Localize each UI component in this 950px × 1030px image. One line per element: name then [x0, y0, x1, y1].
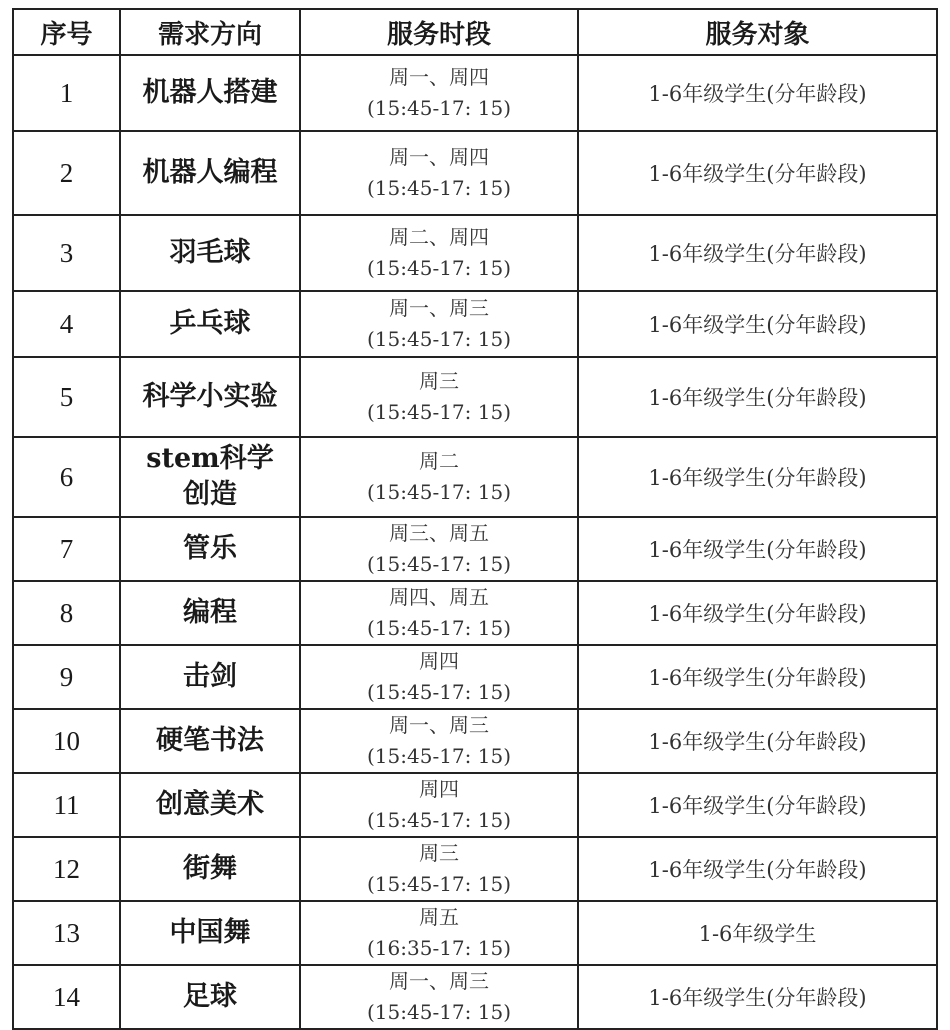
cell-time: [300, 645, 578, 709]
cell-seq: 11: [13, 773, 120, 837]
cell-seq: 13: [13, 901, 120, 965]
cell-seq: 2: [13, 131, 120, 215]
service-days: 周三: [419, 369, 459, 393]
cell-item: [120, 965, 300, 1029]
service-hours: (15:45-17: 15): [367, 680, 511, 704]
item-line: 硬笔书法: [156, 725, 264, 756]
service-hours: (15:45-17: 15): [367, 256, 511, 280]
header-row: [13, 9, 937, 55]
cell-item: [120, 131, 300, 215]
service-hours: (15:45-17: 15): [367, 400, 511, 424]
cell-seq: 7: [13, 517, 120, 581]
service-days: 周四: [419, 777, 459, 801]
service-days: 周一、周三: [389, 713, 489, 737]
item-line: 创造: [183, 479, 237, 510]
cell-target: 1-6年级学生(分年龄段): [578, 55, 937, 131]
item-line: 科学小实验: [142, 381, 278, 412]
table-row: [13, 645, 937, 709]
service-days: 周五: [419, 905, 459, 929]
service-days: 周二、周四: [389, 225, 489, 249]
cell-target: 1-6年级学生(分年龄段): [578, 291, 937, 357]
cell-target: 1-6年级学生(分年龄段): [578, 131, 937, 215]
cell-time: [300, 965, 578, 1029]
table-row: [13, 773, 937, 837]
cell-target: 1-6年级学生(分年龄段): [578, 581, 937, 645]
table-row: [13, 131, 937, 215]
service-days: 周一、周三: [389, 296, 489, 320]
cell-item: [120, 837, 300, 901]
cell-time: [300, 517, 578, 581]
service-hours: (16:35-17: 15): [367, 936, 511, 960]
cell-item: [120, 215, 300, 291]
header-item: 需求方向: [120, 9, 300, 55]
cell-item: [120, 581, 300, 645]
cell-item: [120, 773, 300, 837]
table-row: [13, 55, 937, 131]
table-body: [13, 55, 937, 1029]
header-target: 服务对象: [578, 9, 937, 55]
item-line: 机器人编程: [142, 157, 278, 188]
cell-time: [300, 837, 578, 901]
cell-time: [300, 357, 578, 437]
cell-seq: 14: [13, 965, 120, 1029]
service-hours: (15:45-17: 15): [367, 96, 511, 120]
cell-time: [300, 215, 578, 291]
service-hours: (15:45-17: 15): [367, 552, 511, 576]
service-hours: (15:45-17: 15): [367, 327, 511, 351]
cell-seq: 12: [13, 837, 120, 901]
cell-target: 1-6年级学生(分年龄段): [578, 965, 937, 1029]
cell-item: [120, 901, 300, 965]
item-line: 中国舞: [169, 917, 251, 948]
cell-target: 1-6年级学生(分年龄段): [578, 709, 937, 773]
item-line: 管乐: [183, 533, 237, 564]
service-days: 周三: [419, 841, 459, 865]
cell-time: [300, 709, 578, 773]
item-line: 创意美术: [156, 789, 264, 820]
cell-time: [300, 581, 578, 645]
cell-time: [300, 901, 578, 965]
table-row: [13, 437, 937, 517]
item-line: 街舞: [183, 853, 237, 884]
table-row: [13, 901, 937, 965]
cell-seq: 10: [13, 709, 120, 773]
item-line: 乒乓球: [169, 308, 251, 339]
cell-item: [120, 517, 300, 581]
cell-seq: 1: [13, 55, 120, 131]
service-hours: (15:45-17: 15): [367, 808, 511, 832]
service-hours: (15:45-17: 15): [367, 480, 511, 504]
service-hours: (15:45-17: 15): [367, 176, 511, 200]
service-days: 周一、周四: [389, 65, 489, 89]
table-row: [13, 517, 937, 581]
service-days: 周四: [419, 649, 459, 673]
cell-seq: 6: [13, 437, 120, 517]
service-hours: (15:45-17: 15): [367, 1000, 511, 1024]
service-days: 周三、周五: [389, 521, 489, 545]
service-hours: (15:45-17: 15): [367, 872, 511, 896]
cell-target: 1-6年级学生(分年龄段): [578, 645, 937, 709]
cell-seq: 5: [13, 357, 120, 437]
cell-item: [120, 437, 300, 517]
table-row: [13, 357, 937, 437]
cell-time: [300, 437, 578, 517]
table-row: [13, 215, 937, 291]
cell-item: [120, 55, 300, 131]
item-line: 编程: [183, 597, 237, 628]
service-days: 周二: [419, 449, 459, 473]
table-row: [13, 709, 937, 773]
schedule-table: [12, 8, 938, 1030]
cell-target: 1-6年级学生(分年龄段): [578, 517, 937, 581]
table-row: [13, 837, 937, 901]
table-row: [13, 291, 937, 357]
cell-target: 1-6年级学生(分年龄段): [578, 837, 937, 901]
cell-time: [300, 291, 578, 357]
header-seq: 序号: [13, 9, 120, 55]
cell-item: [120, 291, 300, 357]
table-row: [13, 581, 937, 645]
item-line: 击剑: [183, 661, 237, 692]
item-line: 机器人搭建: [142, 77, 278, 108]
cell-target: 1-6年级学生(分年龄段): [578, 357, 937, 437]
cell-item: [120, 709, 300, 773]
cell-time: [300, 773, 578, 837]
table-row: [13, 965, 937, 1029]
cell-target: 1-6年级学生(分年龄段): [578, 773, 937, 837]
service-days: 周四、周五: [389, 585, 489, 609]
cell-seq: 9: [13, 645, 120, 709]
cell-target: 1-6年级学生(分年龄段): [578, 437, 937, 517]
cell-time: [300, 55, 578, 131]
cell-seq: 3: [13, 215, 120, 291]
item-line: stem科学: [146, 443, 274, 474]
service-days: 周一、周三: [389, 969, 489, 993]
service-hours: (15:45-17: 15): [367, 616, 511, 640]
cell-target: 1-6年级学生(分年龄段): [578, 215, 937, 291]
header-time: 服务时段: [300, 9, 578, 55]
cell-time: [300, 131, 578, 215]
cell-target: 1-6年级学生: [578, 901, 937, 965]
item-line: 羽毛球: [169, 237, 251, 268]
cell-item: [120, 357, 300, 437]
cell-seq: 4: [13, 291, 120, 357]
cell-seq: 8: [13, 581, 120, 645]
cell-item: [120, 645, 300, 709]
item-line: 足球: [183, 981, 237, 1012]
service-hours: (15:45-17: 15): [367, 744, 511, 768]
service-days: 周一、周四: [389, 145, 489, 169]
